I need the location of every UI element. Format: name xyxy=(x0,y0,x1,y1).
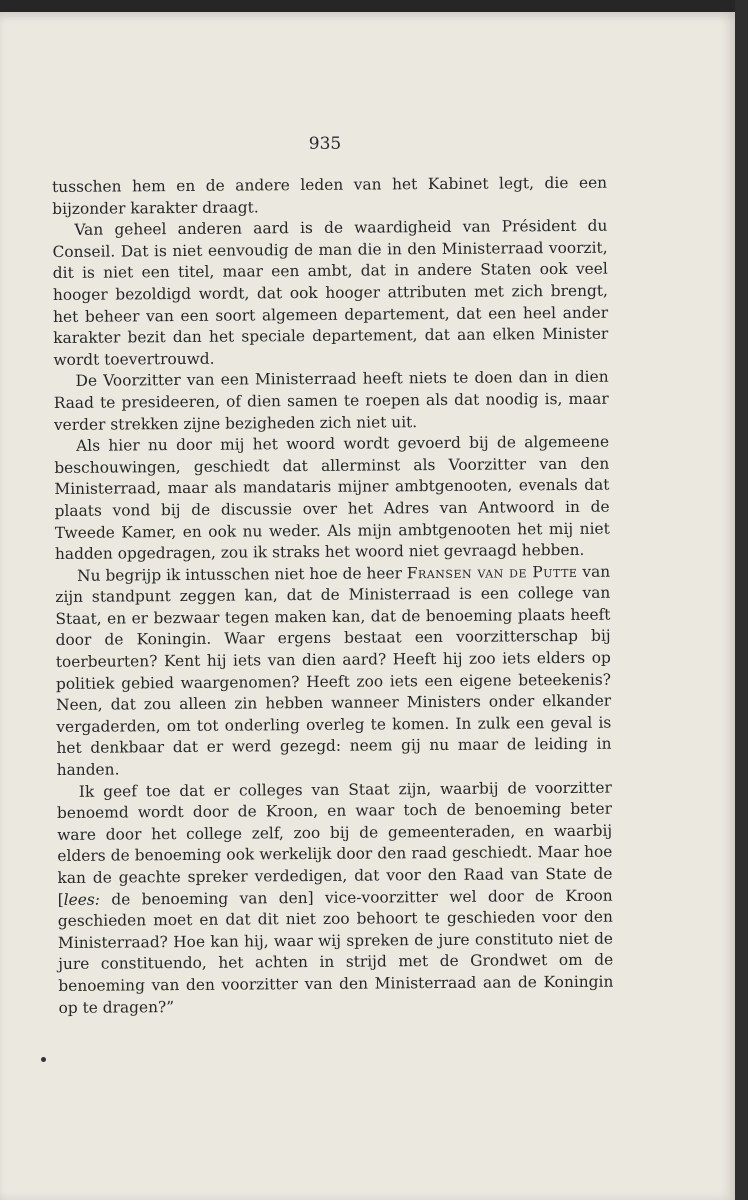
ink-speck xyxy=(41,1057,46,1062)
paragraph-fransen-van-de-putte xyxy=(55,561,612,781)
editorial-note: lees: xyxy=(63,890,100,909)
paragraph-text-before: Ik geef toe dat er colleges van Staat zijn, waarbij de voorzitter benoemd wordt door de Kroon, en waar toch de benoeming beter ware door het college zelf, zoo bij de gemeenteraden, en waarbij elders de benoeming ook werkelijk door den raad geschiedt. Maar hoe kan de geachte spreker verdedigen, dat voor den Raad van State de xyxy=(56,778,613,887)
page-number: 935 xyxy=(308,134,342,154)
paragraph-president-du-conseil: Van geheel anderen aard is de waardigheid van Président du Conseil. Dat is niet eenvoudig de man die in den Ministerraad voorzit, dit is niet een titel, maar een ambt, dat in andere Staten ook veel hooger bezoldigd wordt, dat ook hooger attributen met zich brengt, het beheer van een soort algemeen departement, dat een heel ander karakter bezit dan het speciale departement, dat aan elken Minister wordt toevertrouwd. xyxy=(52,216,609,369)
paragraph-algemeene-beschouwingen: Als hier nu door mij het woord wordt gevoerd bij de algemeene beschouwingen, geschiedt dat allerminst als Voorzitter van den Ministerraad, maar als mandataris mijner ambtgenooten, evenals dat plaats vond bij de discussie over het Adres van Antwoord in de Tweede Kamer, en ook nu weder. Als mijn ambtgenooten het mij niet hadden opgedragen, zou ik straks het woord niet gevraagd hebben. xyxy=(54,432,610,564)
bracket-open: [ xyxy=(57,890,64,909)
speaker-name: Fransen van de Putte xyxy=(406,562,578,582)
paragraph-continuation: tusschen hem en de andere leden van het Kabinet legt, die een bijzonder karakter draagt. xyxy=(52,173,608,218)
scan-right-border xyxy=(735,0,748,1200)
paragraph-voorzitter: De Voorzitter van een Ministerraad heeft niets te doen dan in dien Raad te presideeren, of dien samen te roepen als dat noodig is, maar verder strekken zijne bezigheden zich niet uit. xyxy=(53,367,609,434)
paragraph-text-before: Nu begrijp ik intusschen niet hoe de heer xyxy=(77,563,407,585)
paragraph-text-after: van zijn standpunt zeggen kan, dat de Ministerraad is een college van Staat, en er bezwaar tegen maken kan, dat de benoeming plaats heeft door de Koningin. Waar ergens bestaat een voorzitterschap bij toerbeurten? Kent hij iets van dien aard? Heeft hij zoo iets elders op politiek gebied waargenomen? Heeft zoo iets een eigene beteekenis? Neen, dat zou alleen zin hebben wanneer Ministers onder elkander vergaderden, om tot onderling overleg te komen. In zulk een geval is het denkbaar dat er werd gezegd: neem gij nu maar de leiding in handen. xyxy=(55,562,612,780)
paragraph-colleges-van-staat xyxy=(57,777,614,1019)
book-page xyxy=(0,12,735,1200)
scan-top-border xyxy=(0,0,748,12)
editorial-insertion: de benoeming van den] xyxy=(99,888,314,909)
paragraph-text-after: vice-voorzitter wel door de Kroon geschieden moet en dat dit niet zoo behoort te geschieden voor den Ministerraad? Hoe kan hij, waar wij spreken de jure constituto niet de jure constituendo, het achten in strijd met de Grondwet om de benoeming van den voorzitter van den Ministerraad aan de Koningin op te dragen?” xyxy=(57,886,614,1017)
body-text xyxy=(52,173,614,1019)
